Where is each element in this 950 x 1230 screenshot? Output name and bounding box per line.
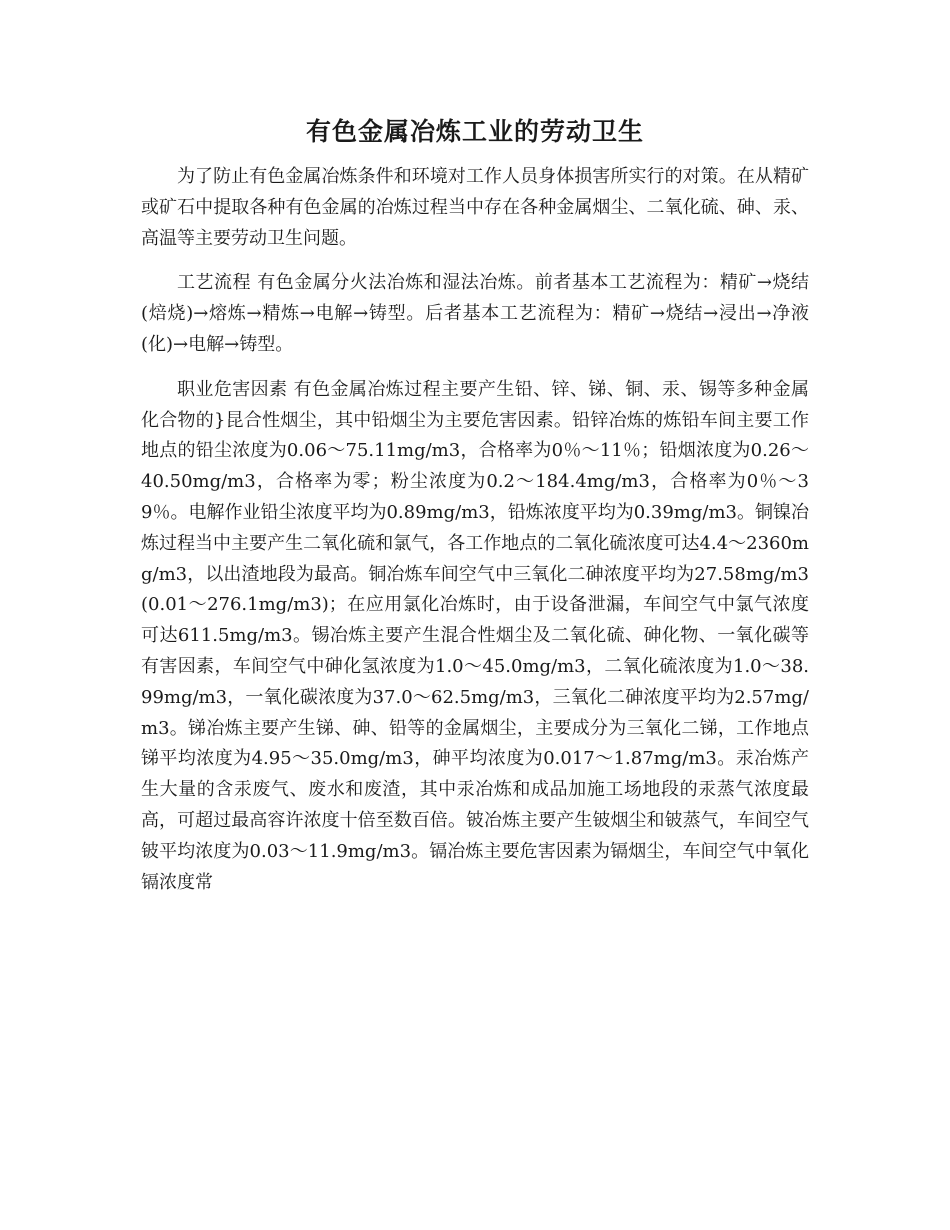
document-title: 有色金属冶炼工业的劳动卫生 [305,117,644,146]
paragraph-process-flow: 工艺流程 有色金属分火法冶炼和湿法冶炼。前者基本工艺流程为：精矿→烧结(焙烧)→熔炼→精炼→电解→铸型。后者基本工艺流程为：精矿→烧结→浸出→净液(化)→电解→铸型。 [141,272,809,355]
paragraph-intro: 为了防止有色金属冶炼条件和环境对工作人员身体损害所实行的对策。在从精矿或矿石中提取各种有色金属的冶炼过程当中存在各种金属烟尘、二氧化硫、砷、汞、高温等主要劳动卫生问题。 [141,166,809,249]
paragraph-occupational-hazards: 职业危害因素 有色金属冶炼过程主要产生铅、锌、锑、铜、汞、锡等多种金属化合物的}昆合性烟尘，其中铅烟尘为主要危害因素。铅锌冶炼的炼铅车间主要工作地点的铅尘浓度为0.06～75.11mg/m3，合格率为0％～11％；铅烟浓度为0.26～40.50mg/m3，合格率为零；粉尘浓度为0.2～184.4mg/m3，合格率为0％～39％。电解作业铅尘浓度平均为0.89mg/m3，铅炼浓度平均为0.39mg/m3。铜镍冶炼过程当中主要产生二氧化硫和氯气，各工作地点的二氧化硫浓度可达4.4～2360mg/m3，以出渣地段为最高。铜冶炼车间空气中三氧化二砷浓度平均为27.58mg/m3(0.01～276.1mg/m3)；在应用氯化冶炼时，由于设备泄漏，车间空气中氯气浓度可达611.5mg/m3。锡冶炼主要产生混合性烟尘及二氧化硫、砷化物、一氧化碳等有害因素，车间空气中砷化氢浓度为1.0～45.0mg/m3，二氧化硫浓度为1.0～38.99mg/m3，一氧化碳浓度为37.0～62.5mg/m3，三氧化二砷浓度平均为2.57mg/m3。锑冶炼主要产生锑、砷、铅等的金属烟尘，主要成分为三氧化二锑，工作地点锑平均浓度为4.95～35.0mg/m3，砷平均浓度为0.017～1.87mg/m3。汞冶炼产生大量的含汞废气、废水和废渣，其中汞冶炼和成品加施工场地段的汞蒸气浓度最高，可超过最高容许浓度十倍至数百倍。铍冶炼主要产生铍烟尘和铍蒸气，车间空气铍平均浓度为0.03～11.9mg/m3。镉冶炼主要危害因素为镉烟尘，车间空气中氧化镉浓度常 [141,378,809,893]
document-body [141,112,809,912]
